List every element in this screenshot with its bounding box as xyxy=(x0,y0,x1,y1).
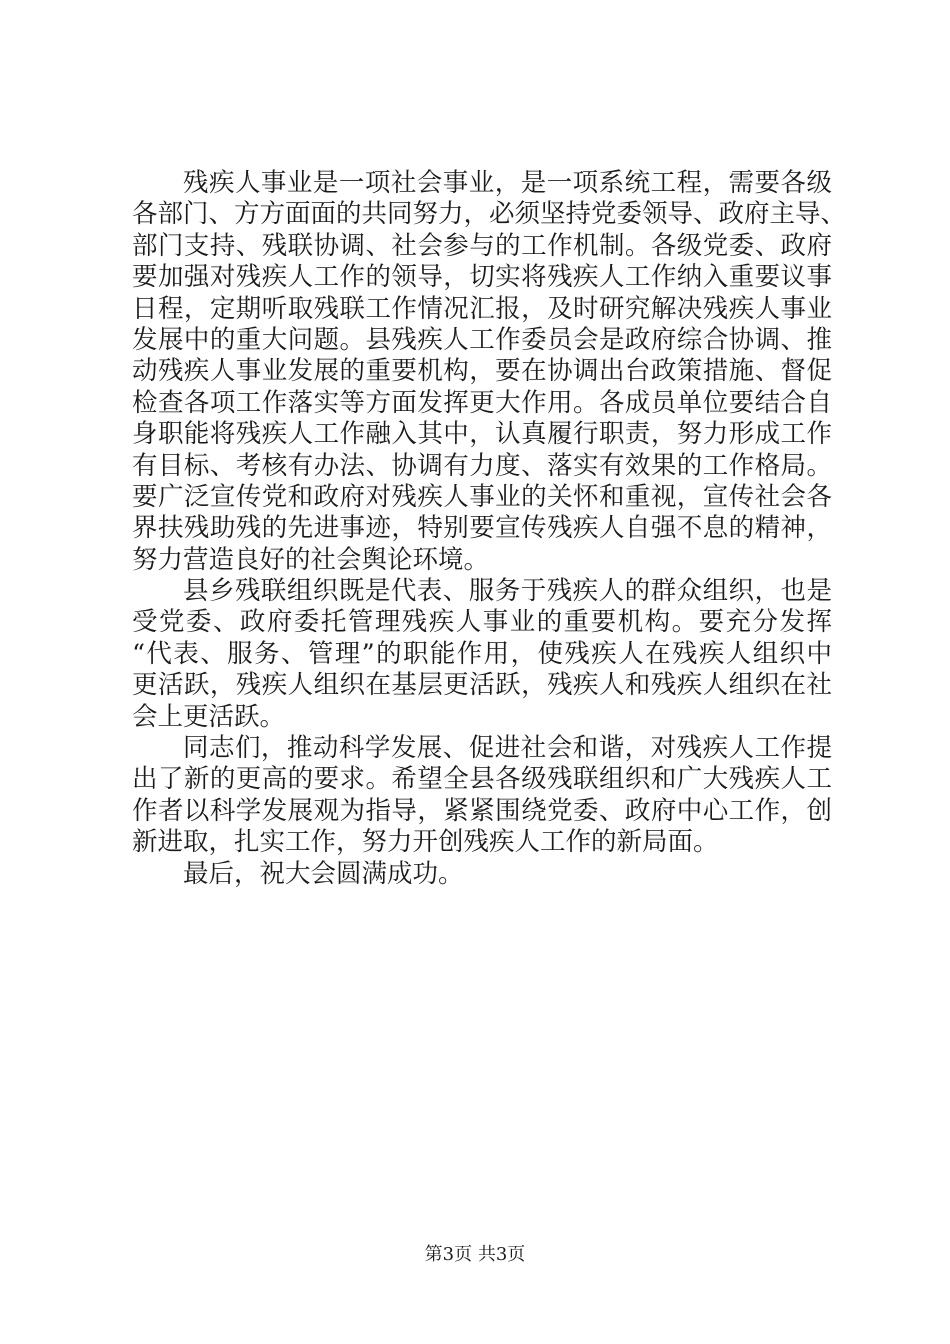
text-line: 会上更活跃。 xyxy=(132,701,286,732)
text-line: 界扶残助残的先进事迹，特别要宣传残疾人自强不息的精神， xyxy=(132,513,832,544)
text-line: 同志们，推动科学发展、促进社会和谐，对残疾人工作提 xyxy=(183,733,832,764)
text-line: 有目标、考核有办法、协调有力度、落实有效果的工作格局。 xyxy=(132,450,832,481)
text-line: 受党委、政府委托管理残疾人事业的重要机构。要充分发挥 xyxy=(132,607,832,638)
paragraph xyxy=(132,859,832,890)
page-number-footer: 第3页 共3页 xyxy=(424,1244,526,1265)
text-line: 要广泛宣传党和政府对残疾人事业的关怀和重视，宣传社会各 xyxy=(132,481,832,512)
paragraph xyxy=(132,168,847,576)
text-line: 各部门、方方面面的共同努力，必须坚持党委领导、政府主导、 xyxy=(132,199,847,230)
text-line: 最后，祝大会圆满成功。 xyxy=(183,858,464,889)
text-line: 出了新的更高的要求。希望全县各级残联组织和广大残疾人工 xyxy=(132,764,832,795)
text-line: 要加强对残疾人工作的领导，切实将残疾人工作纳入重要议事 xyxy=(132,262,832,293)
text-line: “代表、服务、管理”的职能作用，使残疾人在残疾人组织中 xyxy=(132,638,832,669)
text-line: 残疾人事业是一项社会事业，是一项系统工程，需要各级 xyxy=(183,168,832,198)
text-line: 县乡残联组织既是代表、服务于残疾人的群众组织，也是 xyxy=(183,576,832,607)
text-line: 发展中的重大问题。县残疾人工作委员会是政府综合协调、推 xyxy=(132,324,832,355)
text-line: 努力营造良好的社会舆论环境。 xyxy=(132,544,490,575)
paragraph xyxy=(132,733,832,859)
body-text xyxy=(132,168,847,890)
text-line: 日程，定期听取残联工作情况汇报，及时研究解决残疾人事业 xyxy=(132,293,832,324)
paragraph xyxy=(132,576,832,733)
text-line: 更活跃，残疾人组织在基层更活跃，残疾人和残疾人组织在社 xyxy=(132,670,832,701)
text-line: 新进取，扎实工作，努力开创残疾人工作的新局面。 xyxy=(132,827,719,858)
text-line: 作者以科学发展观为指导，紧紧围绕党委、政府中心工作，创 xyxy=(132,795,832,826)
text-line: 动残疾人事业发展的重要机构，要在协调出台政策措施、督促 xyxy=(132,356,832,387)
text-line: 检查各项工作落实等方面发挥更大作用。各成员单位要结合自 xyxy=(132,387,832,418)
text-line: 部门支持、残联协调、社会参与的工作机制。各级党委、政府 xyxy=(132,230,832,261)
text-line: 身职能将残疾人工作融入其中，认真履行职责，努力形成工作 xyxy=(132,419,832,450)
